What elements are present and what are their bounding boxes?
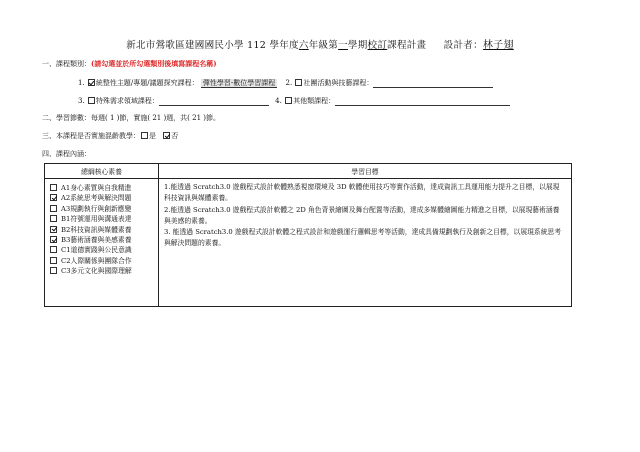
opt3-checkbox[interactable] [88, 97, 95, 104]
competency-item [49, 193, 158, 203]
competency-item [49, 204, 158, 214]
competency-item [49, 256, 158, 266]
opt4-number: 4. [275, 97, 282, 105]
category-row-2 [78, 97, 510, 106]
competency-checkbox[interactable] [50, 246, 57, 253]
opt3-text: 特殊需求領域課程： [95, 97, 159, 105]
section1-heading [42, 59, 217, 69]
learning-objective: 3. 能透過 Scratch3.0 遊戲程式設計軟體之程式設計和遊戲運行邏輯思考等活動，達成具備規劃執行及創新之目標，以展現系統思考與解決問題的素養。 [164, 228, 562, 248]
opt1-checkbox[interactable] [88, 79, 95, 86]
title-mid2: 學期 [347, 40, 368, 51]
opt2-checkbox[interactable] [295, 79, 302, 86]
opt2-text: 社團活動與技藝課程： [303, 79, 374, 87]
section1-label: 一、課程類別： [42, 60, 91, 68]
section3-label: 三、本課程是否實施混齡教學： [42, 132, 140, 140]
opt1-number: 1. [78, 79, 85, 87]
title-prefix: 新北市鶯歌區建國國民小學 112 學年度 [126, 40, 299, 51]
title-suffix: 課程計畫 [387, 40, 427, 51]
page-title [0, 36, 640, 51]
opt1-text: 統整性主題/專題/議題探究課程： [95, 79, 199, 87]
competency-item [49, 225, 158, 235]
competency-label: C1道德實踐與公民意識 [61, 246, 132, 255]
objective-list [159, 179, 571, 250]
competency-checkbox[interactable] [50, 226, 57, 233]
title-mid1: 年級第 [308, 40, 339, 51]
section4-label: 四、課程內涵： [42, 150, 91, 158]
opt1-course-name: 彈性學習-數位學習課程 [202, 79, 276, 87]
learning-objective: 1.能透過 Scratch3.0 遊戲程式設計軟體熟悉視窗環境及 3D 軟體使用技巧等實作活動，達成資訊工具運用能力提升之目標，以展現科技資訊與媒體素養。 [164, 183, 560, 203]
competency-item [49, 183, 158, 193]
category-row-1 [78, 79, 493, 88]
competency-label: C3多元文化與國際理解 [61, 267, 132, 276]
opt3-number: 3. [78, 97, 85, 105]
competency-item [49, 245, 158, 255]
opt2-number: 2. [285, 79, 293, 87]
competency-label: A1身心素質與自我精進 [61, 184, 132, 192]
mixed-age-yes-checkbox[interactable] [141, 132, 148, 139]
competency-checkbox[interactable] [50, 236, 57, 243]
core-competency-cell [45, 179, 159, 307]
competency-checkbox[interactable] [50, 257, 57, 264]
learning-objectives-cell [159, 179, 572, 307]
competency-item [49, 266, 158, 276]
section2-sessions: 二、學習節數：每週( 1 )節，實施( 21 )週，共( 21 )節。 [42, 114, 221, 122]
competency-item [49, 235, 158, 245]
opt4-text: 其他類課程： [293, 97, 336, 105]
opt4-course-field[interactable] [335, 97, 510, 106]
competency-label: C2人際關係與團隊合作 [61, 256, 132, 265]
competency-list [45, 179, 158, 277]
learning-objective: 2.能透過 Scratch3.0 遊戲程式設計軟體之 2D 角色背景繪圖及舞台配置等活動，達成多媒體繪圖能力精進之目標，以展現藝術涵養與美感的素養。 [164, 205, 560, 225]
section1-note: (請勾選並於所勾選類別後填寫課程名稱) [91, 59, 217, 68]
competency-checkbox[interactable] [50, 215, 57, 222]
competency-checkbox[interactable] [50, 205, 57, 212]
competency-checkbox[interactable] [50, 184, 57, 191]
course-content-table [44, 163, 572, 307]
mixed-age-no-label: 否 [171, 132, 179, 140]
competency-label: B1符號運用與溝通表達 [61, 215, 132, 224]
competency-checkbox[interactable] [50, 267, 57, 274]
competency-label: A3規劃執行與創新應變 [61, 204, 132, 213]
competency-item [49, 214, 158, 224]
opt4-checkbox[interactable] [285, 97, 292, 104]
mixed-age-yes-label: 是 [149, 132, 156, 140]
section3-mixed-age [42, 132, 178, 141]
competency-label: A2系統思考與解決問題 [61, 194, 132, 203]
opt2-course-field[interactable] [373, 79, 493, 88]
title-grade: 六 [298, 40, 309, 51]
opt3-course-field[interactable] [159, 97, 269, 106]
learning-objectives-header: 學習目標 [159, 164, 572, 179]
competency-label: B2科技資訊與媒體素養 [61, 225, 132, 234]
competency-label: B3藝術涵養與美感素養 [61, 236, 132, 245]
competency-checkbox[interactable] [50, 194, 57, 201]
title-semester: 一 [338, 40, 348, 51]
author-name: 林子翅 [482, 40, 514, 51]
mixed-age-no-checkbox[interactable] [163, 132, 170, 139]
title-plan-type: 校訂 [367, 40, 388, 51]
core-competency-header: 總綱核心素養 [45, 164, 159, 179]
author-label: 設計者： [443, 40, 483, 51]
